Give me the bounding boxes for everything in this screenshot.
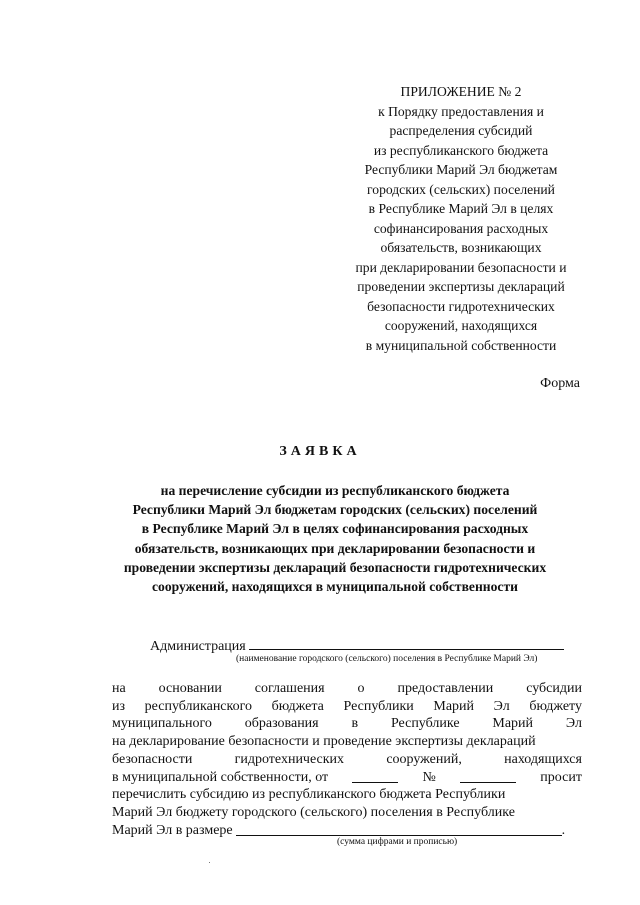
body-line-3 [112, 715, 582, 733]
administration-label: Администрация [150, 639, 246, 654]
scan-speck [209, 862, 210, 863]
subtitle-line: в Республике Марий Эл в целях софинансирования расходных [141, 521, 529, 537]
subtitle-line: проведении экспертизы деклараций безопасности гидротехнических [123, 559, 547, 575]
subtitle-line: на перечисление субсидии из республиканского бюджета [160, 483, 510, 498]
administration-caption: (наименование городского (сельского) поселения в Республике Марий Эл) [236, 654, 538, 664]
subtitle-line: обязательств, возникающих при декларировании безопасности и [134, 540, 536, 556]
appendix-line: в Республике Марий Эл в целях [368, 201, 554, 216]
form-label: Форма [540, 376, 580, 391]
number-sign: № [422, 769, 436, 785]
body-word: находящихся [504, 751, 582, 767]
appendix-line: софинансирования расходных [373, 220, 549, 236]
body-fragment: . [561, 822, 566, 838]
appendix-line: безопасности гидротехнических [367, 298, 555, 314]
body-word: республиканского [144, 698, 253, 714]
document-subtitle [80, 481, 590, 596]
body-word: сооружений, [386, 751, 462, 767]
appendix-line: обязательств, возникающих [380, 240, 542, 255]
subtitle-line: Республики Марий Эл бюджетам городских (сельских) поселений [132, 502, 538, 518]
body-line-6 [112, 769, 582, 787]
appendix-line: проведении экспертизы деклараций [357, 279, 565, 294]
body-word: бюджету [529, 698, 582, 714]
appendix-line: сооружений, находящихся [384, 318, 538, 333]
amount-caption: (сумма цифрами и прописью) [337, 837, 458, 847]
appendix-line: из республиканского бюджета [373, 142, 549, 158]
body-word: образования [244, 716, 319, 732]
body-word: Республике [390, 716, 460, 732]
body-word: субсидии [526, 681, 582, 696]
administration-row [150, 635, 564, 655]
body-line-8: Марий Эл бюджету городского (сельского) поселения в Республике [112, 804, 515, 820]
appendix-line: городских (сельских) поселений [367, 181, 555, 197]
appendix-header [330, 82, 592, 355]
body-word: муниципального [112, 716, 212, 732]
administration-name-field[interactable] [249, 635, 564, 650]
body-word: Марий [433, 698, 475, 714]
body-fragment: Марий Эл в размере [112, 822, 233, 838]
body-line-4: на декларирование безопасности и проведение экспертизы деклараций [112, 734, 536, 750]
appendix-line: ПРИЛОЖЕНИЕ № 2 [400, 84, 522, 99]
amount-field[interactable] [236, 822, 562, 836]
body-line-7: перечислить субсидию из республиканского бюджета Республики [112, 787, 506, 803]
appendix-line: в муниципальной собственности [365, 337, 557, 353]
body-word: гидротехнических [234, 751, 345, 767]
body-line-2 [112, 698, 582, 716]
body-word: Республики [343, 698, 414, 714]
appendix-line: Республики Марий Эл бюджетам [364, 162, 558, 177]
body-word: основании [158, 681, 222, 696]
body-fragment: в муниципальной собственности, от [112, 769, 329, 785]
body-word: Марий [492, 716, 534, 732]
body-word: безопасности [112, 751, 193, 767]
body-word: из [112, 698, 126, 714]
body-word: соглашения [254, 681, 325, 696]
document-title: ЗАЯВКА [279, 444, 361, 459]
body-word: на [112, 681, 126, 696]
body-word: предоставлении [397, 681, 494, 696]
body-fragment: просит [540, 769, 582, 785]
request-body [112, 680, 582, 839]
appendix-line: при декларировании безопасности и [355, 259, 567, 275]
body-word: Эл [565, 716, 582, 732]
body-word: Эл [493, 698, 510, 714]
subtitle-line: сооружений, находящихся в муниципальной собственности [152, 579, 518, 595]
body-line-1 [112, 680, 582, 698]
body-word: о [357, 681, 365, 696]
body-word: в [351, 716, 359, 732]
body-word: бюджета [271, 698, 324, 714]
body-line-5 [112, 751, 582, 769]
agreement-date-field[interactable] [352, 769, 398, 783]
appendix-line: к Порядку предоставления и [378, 103, 544, 119]
agreement-number-field[interactable] [460, 769, 516, 783]
appendix-line: распределения субсидий [389, 123, 533, 138]
